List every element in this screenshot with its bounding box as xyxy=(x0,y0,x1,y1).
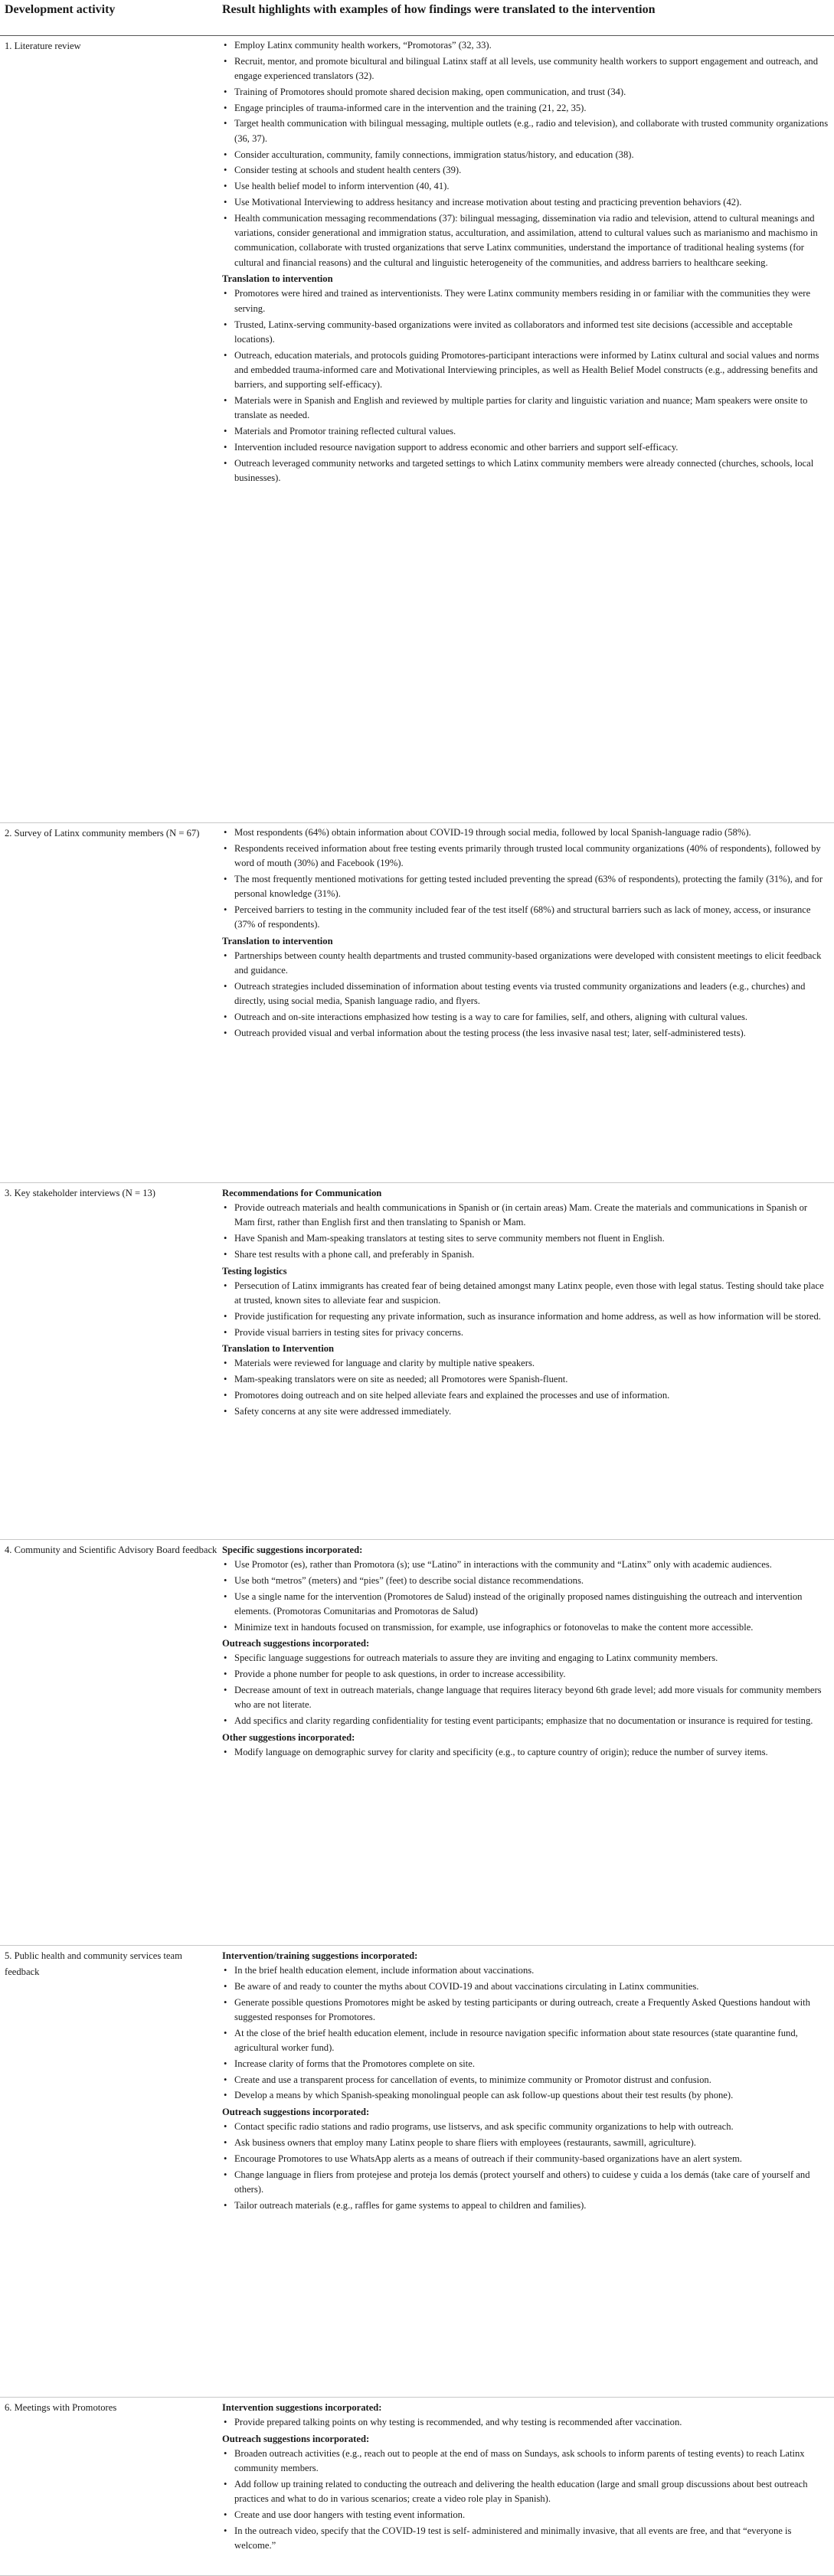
list-item: • Outreach, education materials, and protocols guiding Promotores-participant interactions were informed by Latinx cultural and social values and norms and embedded trauma-informed care and Motivational Interviewing principles, as well as Health Belief Model constructs (e.g., addressing benefits and barriers, and supporting self-efficacy). xyxy=(222,348,829,393)
table-row xyxy=(0,1540,834,1946)
list-item: • Increase clarity of forms that the Promotores complete on site. xyxy=(222,2057,829,2071)
list-item: • Provide prepared talking points on why testing is recommended, and why testing is recommended after vaccination. xyxy=(222,2415,829,2430)
bullet-list xyxy=(222,1279,829,1340)
list-item: • Outreach leveraged community networks and targeted settings to which Latinx community members were already connected (churches, schools, local businesses). xyxy=(222,456,829,486)
development-activity-cell: 6. Meetings with Promotores xyxy=(5,2402,117,2413)
list-item: • Employ Latinx community health workers, “Promotoras” (32, 33). xyxy=(222,38,829,53)
bullet-list xyxy=(222,1201,829,1262)
list-item: • Materials were in Spanish and English and reviewed by multiple parties for clarity and linguistic variation and nuance; Mam speakers were onsite to translate as needed. xyxy=(222,394,829,423)
list-item: • In the brief health education element, include information about vaccinations. xyxy=(222,1963,829,1978)
bullet-list xyxy=(222,2447,829,2554)
list-item: • Outreach and on-site interactions emphasized how testing is a way to care for families, self, and others, aligning with cultural values. xyxy=(222,1010,829,1025)
bullet-list xyxy=(222,2120,829,2213)
list-item: • Create and use a transparent process for cancellation of events, to minimize community or Promotor distrust and confusion. xyxy=(222,2073,829,2087)
section-subheading: Testing logistics xyxy=(222,1265,287,1277)
list-item: • Encourage Promotores to use WhatsApp alerts as a means of outreach if their community-based organizations have an alert system. xyxy=(222,2152,829,2166)
list-item: • Change language in fliers from protejese and proteja los demás (protect yourself and others) to cuidese y cuida a los demás (take care of yourself and others). xyxy=(222,2168,829,2198)
development-activity-cell: 4. Community and Scientific Advisory Board feedback xyxy=(5,1545,217,1555)
list-item: • Target health communication with bilingual messaging, multiple outlets (e.g., radio and television), and collaborate with trusted community organizations (36, 37). xyxy=(222,116,829,146)
list-item: • Modify language on demographic survey for clarity and specificity (e.g., to capture country of origin); reduce the number of survey items. xyxy=(222,1745,829,1760)
table-header xyxy=(0,0,834,36)
list-item: • Develop a means by which Spanish-speaking monolingual people can ask follow-up questions about their test results (by phone). xyxy=(222,2088,829,2103)
result-highlights-cell xyxy=(222,2398,834,2575)
list-item: • Use Motivational Interviewing to address hesitancy and increase motivation about testing and practicing prevention behaviors (42). xyxy=(222,195,829,210)
section-subheading: Specific suggestions incorporated: xyxy=(222,1545,363,1555)
list-item: • Share test results with a phone call, and preferably in Spanish. xyxy=(222,1247,829,1262)
list-item: • Provide a phone number for people to ask questions, in order to increase accessibility. xyxy=(222,1667,829,1682)
list-item: • Health communication messaging recommendations (37): bilingual messaging, dissemination via radio and television, attend to cultural meanings and variations, consider generational and immigration status, acculturation, and assimilation, attend to cultural values such as marianismo and machismo in communication, collaborate with trusted organizations that serve Latinx communities, understand the importance of traditional healing systems (for cultural and financial reasons) and the cultural and linguistic heterogeneity of the communities, and address barriers to healthcare seeking. xyxy=(222,211,829,270)
section-subheading: Outreach suggestions incorporated: xyxy=(222,1638,370,1649)
list-item: • Safety concerns at any site were addressed immediately. xyxy=(222,1404,829,1419)
list-item: • Use health belief model to inform intervention (40, 41). xyxy=(222,179,829,194)
bullet-list xyxy=(222,38,829,270)
result-highlights-cell xyxy=(222,36,834,822)
list-item: • Have Spanish and Mam-speaking translators at testing sites to serve community members not fluent in English. xyxy=(222,1231,829,1246)
bullet-list xyxy=(222,1651,829,1728)
list-item: • Ask business owners that employ many Latinx people to share fliers with employees (restaurants, sawmill, agriculture). xyxy=(222,2136,829,2150)
list-item: • Outreach strategies included dissemination of information about testing events via trusted community organizations and leaders (e.g., churches) and directly, using social media, Spanish language radio, and flyers. xyxy=(222,979,829,1009)
result-highlights-cell xyxy=(222,1946,834,2397)
bullet-list xyxy=(222,1356,829,1419)
bullet-list xyxy=(222,1963,829,2104)
section-subheading: Recommendations for Communication xyxy=(222,1188,382,1198)
list-item: • Materials were reviewed for language and clarity by multiple native speakers. xyxy=(222,1356,829,1371)
list-item: • Use a single name for the intervention (Promotores de Salud) instead of the originally proposed names distinguishing the outreach and intervention elements. (Promotoras Comunitarias and Promotoras de Salud) xyxy=(222,1590,829,1620)
list-item: • Create and use door hangers with testing event information. xyxy=(222,2508,829,2522)
section-subheading: Intervention suggestions incorporated: xyxy=(222,2402,382,2413)
list-item: • Promotores were hired and trained as interventionists. They were Latinx community members residing in or familiar with the communities they were serving. xyxy=(222,286,829,316)
list-item: • Be aware of and ready to counter the myths about COVID-19 and about vaccinations circulating in Latinx communities. xyxy=(222,1979,829,1994)
list-item: • Specific language suggestions for outreach materials to assure they are inviting and engaging to Latinx community members. xyxy=(222,1651,829,1666)
list-item: • Add specifics and clarity regarding confidentiality for testing event participants; emphasize that no documentation or insurance is required for testing. xyxy=(222,1714,829,1728)
header-development-activity: Development activity xyxy=(5,3,116,16)
section-subheading: Outreach suggestions incorporated: xyxy=(222,2433,370,2444)
development-activity-cell: 2. Survey of Latinx community members (N = 67) xyxy=(5,828,200,839)
list-item: • Trusted, Latinx-serving community-based organizations were invited as collaborators and informed test site decisions (accessible and acceptable locations). xyxy=(222,318,829,348)
bullet-list xyxy=(222,286,829,485)
list-item: • Most respondents (64%) obtain information about COVID-19 through social media, followed by local Spanish-language radio (58%). xyxy=(222,825,829,840)
table-row xyxy=(0,823,834,1183)
list-item: • Respondents received information about free testing events primarily through trusted local community organizations (40% of respondents), followed by word of mouth (30%) and Facebook (19%). xyxy=(222,842,829,871)
list-item: • Provide justification for requesting any private information, such as insurance information and home address, as well as how information will be stored. xyxy=(222,1309,829,1324)
list-item: • Contact specific radio stations and radio programs, use listservs, and ask specific community organizations to help with outreach. xyxy=(222,2120,829,2134)
bullet-list xyxy=(222,949,829,1041)
header-result-highlights: Result highlights with examples of how findings were translated to the intervention xyxy=(222,3,656,16)
result-highlights-cell xyxy=(222,823,834,1182)
table-row xyxy=(0,1183,834,1540)
list-item: • Consider testing at schools and student health centers (39). xyxy=(222,163,829,178)
list-item: • In the outreach video, specify that the COVID-19 test is self- administered and minimally invasive, that all events are free, and that “everyone is welcome.” xyxy=(222,2524,829,2554)
list-item: • Use Promotor (es), rather than Promotora (s); use “Latino” in interactions with the community and “Latinx” only with academic audiences. xyxy=(222,1558,829,1572)
list-item: • Broaden outreach activities (e.g., reach out to people at the end of mass on Sundays, ask schools to inform parents of testing events) to reach Latinx community members. xyxy=(222,2447,829,2476)
list-item: • Generate possible questions Promotores might be asked by testing participants or during outreach, create a Frequently Asked Questions handout with suggested responses for Promotores. xyxy=(222,1996,829,2025)
section-subheading: Other suggestions incorporated: xyxy=(222,1731,355,1743)
list-item: • The most frequently mentioned motivations for getting tested included preventing the spread (63% of respondents), protecting the family (31%), and for personal knowledge (31%). xyxy=(222,872,829,902)
list-item: • Partnerships between county health departments and trusted community-based organizations were developed with consistent meetings to elicit feedback and guidance. xyxy=(222,949,829,979)
list-item: • Use both “metros” (meters) and “pies” (feet) to describe social distance recommendations. xyxy=(222,1574,829,1588)
list-item: • At the close of the brief health education element, include in resource navigation specific information about state resources (state quarantine fund, agricultural worker fund). xyxy=(222,2026,829,2056)
bullet-list xyxy=(222,1558,829,1635)
list-item: • Outreach provided visual and verbal information about the testing process (the less invasive nasal test; later, self-administered tests). xyxy=(222,1026,829,1041)
section-subheading: Outreach suggestions incorporated: xyxy=(222,2107,370,2118)
section-subheading: Translation to intervention xyxy=(222,273,333,285)
list-item: • Intervention included resource navigation support to address economic and other barriers and support self-efficacy. xyxy=(222,440,829,455)
table-body xyxy=(0,36,834,2576)
section-subheading: Translation to intervention xyxy=(222,936,333,947)
list-item: • Mam-speaking translators were on site as needed; all Promotores were Spanish-fluent. xyxy=(222,1372,829,1387)
result-highlights-cell xyxy=(222,1540,834,1945)
list-item: • Provide outreach materials and health communications in Spanish or (in certain areas) Mam. Create the materials and communications in Spanish or Mam first, rather than English first and then translating to Spanish or Mam. xyxy=(222,1201,829,1231)
bullet-list xyxy=(222,1745,829,1760)
development-activity-cell: 5. Public health and community services team feedback xyxy=(5,1950,182,1977)
list-item: • Perceived barriers to testing in the community included fear of the test itself (68%) and structural barriers such as lack of money, access, or insurance (37% of respondents). xyxy=(222,903,829,933)
list-item: • Materials and Promotor training reflected cultural values. xyxy=(222,424,829,439)
list-item: • Recruit, mentor, and promote bicultural and bilingual Latinx staff at all levels, use community health workers to support engagement and outreach, and engage experienced translators (32). xyxy=(222,54,829,84)
bullet-list xyxy=(222,825,829,933)
list-item: • Consider acculturation, community, family connections, immigration status/history, and education (38). xyxy=(222,148,829,162)
list-item: • Persecution of Latinx immigrants has created fear of being detained amongst many Latinx people, even those with legal status. Testing should take place at trusted, known sites to alleviate fear and suspicion. xyxy=(222,1279,829,1309)
list-item: • Decrease amount of text in outreach materials, change language that requires literacy beyond 6th grade level; add more visuals for community members who are not literate. xyxy=(222,1683,829,1713)
list-item: • Engage principles of trauma-informed care in the intervention and the training (21, 22, 35). xyxy=(222,101,829,116)
table-row xyxy=(0,36,834,823)
list-item: • Promotores doing outreach and on site helped alleviate fears and explained the processes and use of information. xyxy=(222,1388,829,1403)
development-activity-cell: 1. Literature review xyxy=(5,41,81,51)
list-item: • Add follow up training related to conducting the outreach and delivering the health education (large and small group discussions about best outreach practices and what to do in various scenarios; create a video role play in Spanish). xyxy=(222,2477,829,2507)
development-activity-cell: 3. Key stakeholder interviews (N = 13) xyxy=(5,1188,156,1198)
result-highlights-cell xyxy=(222,1183,834,1539)
section-subheading: Intervention/training suggestions incorporated: xyxy=(222,1950,418,1961)
section-subheading: Translation to Intervention xyxy=(222,1343,334,1355)
list-item: • Minimize text in handouts focused on transmission, for example, use infographics or fotonovelas to make the content more accessible. xyxy=(222,1620,829,1635)
bullet-list xyxy=(222,2415,829,2430)
list-item: • Provide visual barriers in testing sites for privacy concerns. xyxy=(222,1326,829,1340)
list-item: • Tailor outreach materials (e.g., raffles for game systems to appeal to children and families). xyxy=(222,2198,829,2213)
list-item: • Training of Promotores should promote shared decision making, open communication, and trust (34). xyxy=(222,85,829,100)
table-row xyxy=(0,2398,834,2576)
table-row xyxy=(0,1946,834,2398)
